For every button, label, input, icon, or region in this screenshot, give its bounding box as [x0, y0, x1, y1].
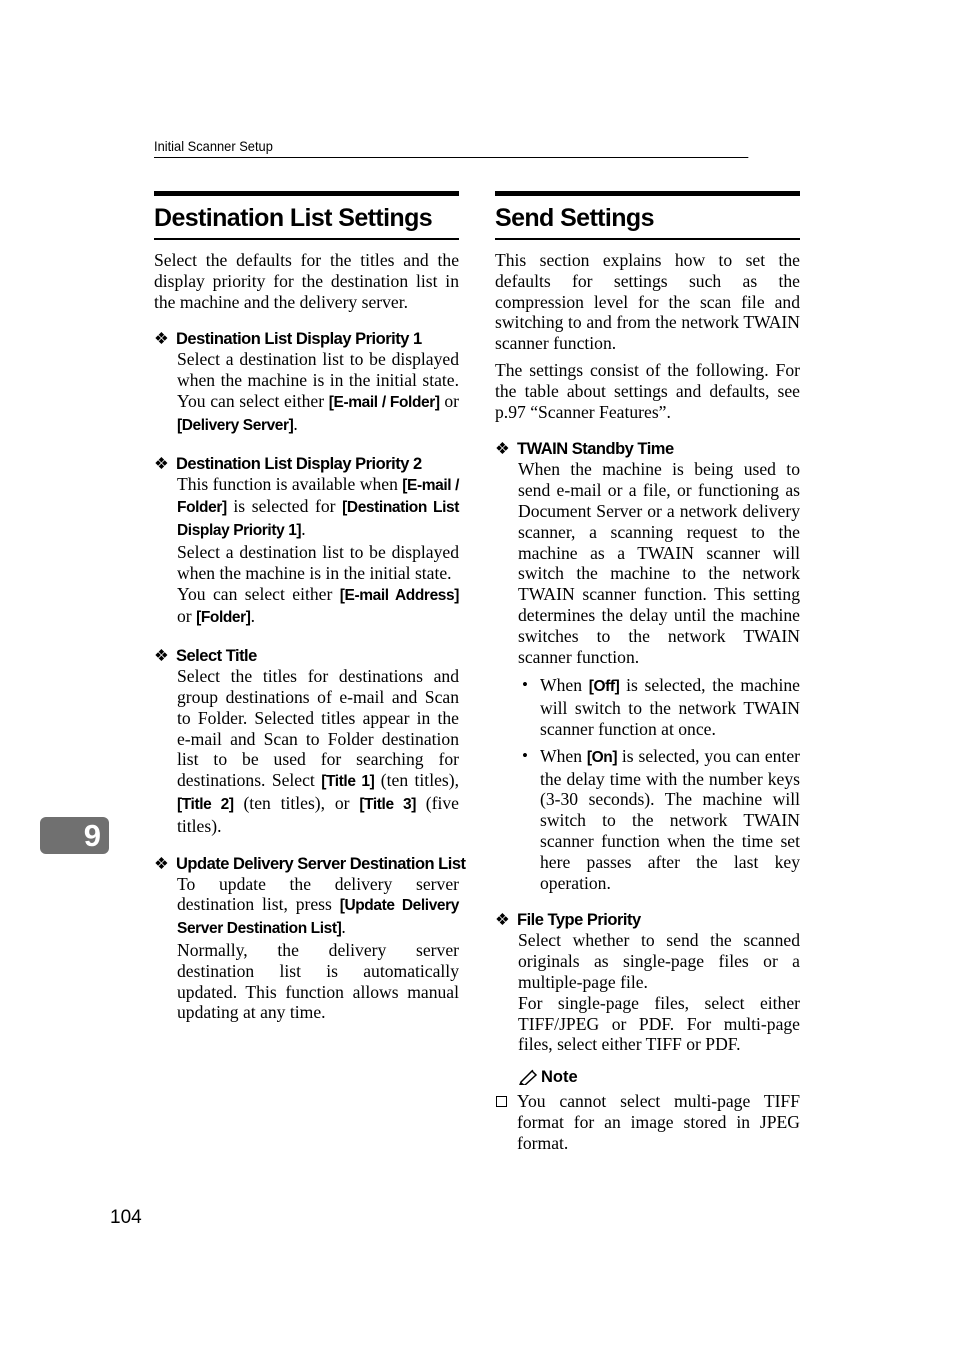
- key-label: [Update Delivery Server Destination List]: [177, 897, 460, 938]
- item-heading: Destination List Display Priority 2: [176, 454, 422, 473]
- checkbox-square-icon: [496, 1096, 507, 1107]
- item-heading: Select Title: [176, 647, 257, 666]
- item-body: When the machine is being used to send e-mail or a file, or functioning as Document Server or a network delivery scanner, a scanning request to the machine as a TWAIN scanner will switch the machine to the network TWAIN scanner function. This setting determines the delay until the machine switches to the network TWAIN scanner function.: [518, 459, 800, 667]
- key-label: [On]: [586, 748, 618, 766]
- item-update-delivery-server: [154, 854, 466, 1024]
- key-label: [Title 1]: [321, 773, 375, 791]
- diamond-bullet-icon: ❖: [154, 454, 169, 473]
- diamond-bullet-icon: ❖: [495, 911, 510, 930]
- item-priority-1: [154, 329, 459, 436]
- list-item: • When [On] is selected, you can enter the delay time with the number keys (3-30 seconds). The machine will switch to the network TWAIN scanner function when the time set here passes after the last key operation.: [540, 746, 800, 894]
- key-label: [E-mail Address]: [339, 586, 459, 604]
- section-title-destination-list: Destination List Settings: [154, 191, 459, 240]
- key-label: [Off]: [588, 678, 620, 696]
- running-header: Initial Scanner Setup: [154, 138, 748, 158]
- item-heading: File Type Priority: [517, 911, 641, 930]
- note-item: You cannot select multi-page TIFF format for an image stored in JPEG format.: [495, 1091, 800, 1153]
- right-intro-1: This section explains how to set the defaults for settings such as the compression level for the scan file and switching to and from the network TWAIN scanner function.: [495, 250, 800, 354]
- right-intro-2: The settings consist of the following. For the table about settings and defaults, see p.97 “Scanner Features”.: [495, 359, 800, 422]
- key-label: [E-mail / Folder]: [328, 393, 440, 411]
- key-label: [Delivery Server]: [177, 416, 294, 434]
- chapter-tab: 9: [40, 817, 109, 854]
- page-number: 104: [110, 1207, 142, 1228]
- list-item: • When [Off] is selected, the machine will switch to the network TWAIN scanner function at once.: [540, 675, 800, 739]
- diamond-bullet-icon: ❖: [154, 330, 169, 349]
- key-label: [E-mail / Folder]: [177, 476, 459, 517]
- right-column: [495, 191, 800, 1153]
- left-column: [154, 191, 466, 1023]
- section-title-send-settings: Send Settings: [495, 191, 800, 240]
- key-label: [Folder]: [196, 609, 251, 627]
- bullet-list: [518, 675, 800, 893]
- item-body: Select a destination list to be displayed when the machine is in the initial state. You can select either [E-mail / Folder] or [Delivery Server].: [177, 349, 459, 434]
- note-heading: Note: [541, 1068, 578, 1087]
- item-twain-standby-time: [495, 439, 800, 893]
- item-body: To update the delivery server destination list, press [Update Delivery Server Destination List]. Normally, the delivery server destination list is automatically updated. This function allows manual updating at any time.: [177, 873, 460, 1023]
- left-intro: Select the defaults for the titles and the display priority for the destination list in the machine and the delivery server.: [154, 250, 459, 312]
- item-file-type-priority: [495, 910, 800, 1055]
- diamond-bullet-icon: ❖: [154, 854, 169, 873]
- item-heading: Update Delivery Server Destination List: [176, 854, 466, 873]
- diamond-bullet-icon: ❖: [495, 440, 510, 459]
- item-priority-2: [154, 454, 459, 630]
- diamond-bullet-icon: ❖: [154, 647, 169, 666]
- key-label: [Destination List Display Priority 1]: [177, 499, 460, 540]
- item-select-title: [154, 646, 459, 836]
- item-body: Select whether to send the scanned originals as single-page files or a multiple-page file. For single-page files, select either TIFF/JPEG or PDF. For multi-page files, select either TIFF or PDF.: [518, 930, 800, 1055]
- note-block: [518, 1067, 800, 1153]
- item-body: This function is available when [E-mail / Folder] is selected for [Destination List Display Priority 1]. Select a destination list to be displayed when the machine is in the initial state. You can select either [E-mail Address] or [Folder].: [177, 473, 460, 627]
- pencil-note-icon: [518, 1069, 538, 1085]
- key-label: [Title 3]: [359, 795, 416, 813]
- key-label: [Title 2]: [177, 795, 234, 813]
- item-body: Select the titles for destinations and group destinations of e-mail and Scan to Folder. Selected titles appear in the e-mail and Scan to Folder destination list to be used for searching for destinations. Select [Title 1] (ten titles), [Title 2] (ten titles), or [Title 3] (five titles).: [177, 666, 459, 836]
- item-heading: TWAIN Standby Time: [517, 440, 674, 459]
- item-heading: Destination List Display Priority 1: [176, 330, 422, 349]
